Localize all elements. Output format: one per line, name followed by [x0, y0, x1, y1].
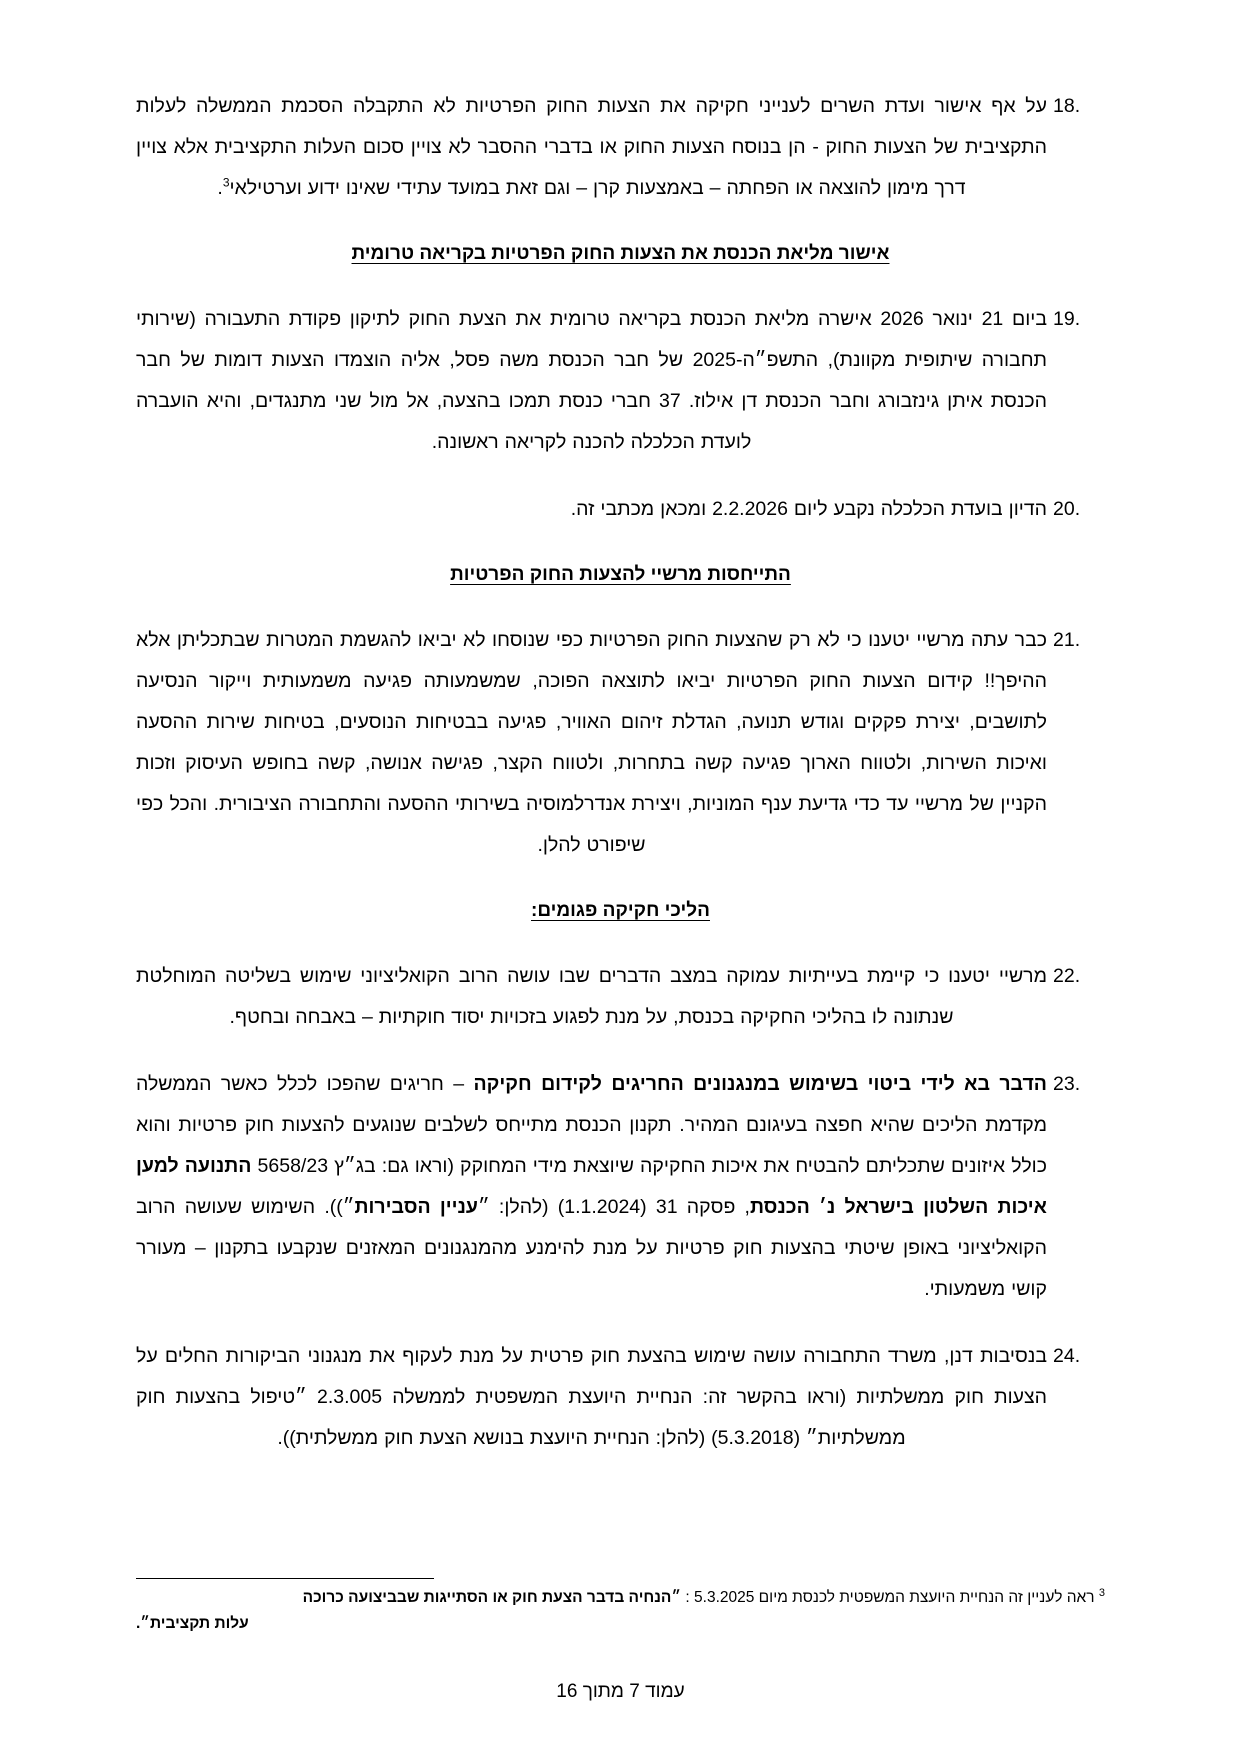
- section-heading-approval-label: אישור מליאת הכנסת את הצעות החוק הפרטיות בקריאה טרומית: [351, 243, 890, 264]
- paragraph-23-seg-5: ״)). השימוש שעושה הרוב הקואליציוני באופן שיטתי בהצעות חוק פרטיות על מנת להימנע מהמנגנונים המאזנים שנקבעו בתקנון – מעורר קושי משמעותי.: [136, 1196, 1047, 1300]
- paragraph-19: [136, 299, 1105, 463]
- paragraph-text: בנסיבות דנן, משרד התחבורה עושה שימוש בהצעת חוק פרטית על מנת לעקוף את מנגנוני הביקורות החלים על הצעות חוק ממשלתיות (וראו בהקשר זה: הנחיית היועצת המשפטית לממשלה 2.3.005 ״טיפול בהצעות חוק ממשלתיות״ (5.3.2018) (להלן: הנחיית היועצת בנושא הצעת חוק ממשלתית)).: [136, 1345, 1047, 1449]
- footnote-plain-text: ראה לעניין זה הנחיית היועצת המשפטית לכנסת מיום 5.3.2025 :: [681, 1589, 1099, 1606]
- paragraph-number: 22.: [1053, 965, 1081, 987]
- paragraph-22: [136, 956, 1105, 1038]
- paragraph-23: [136, 1064, 1105, 1310]
- paragraph-number: 19.: [1053, 308, 1081, 330]
- paragraph-text: כבר עתה מרשיי יטענו כי לא רק שהצעות החוק הפרטיות כפי שנוסחו לא יביאו להגשמת המטרות שבתכליתן אלא ההיפך!! קידום הצעות החוק הפרטיות יביאו לתוצאה הפוכה, שמשמעותה פגיעה משמעותית וייקור הנסיעה לתושבים, יצירת פקקים וגודש תנועה, הגדלת זיהום האוויר, פגיעה בבטיחות הנוסעים, בטיחות שירות ההסעה ואיכות השירות, ולטווח הארוך פגיעה קשה בתחרות, ולטווח הקצר, פגישה אנושה, קשה בחופש העיסוק וזכות הקניין של מרשיי עד כדי גדיעת ענף המוניות, ויצירת אנדרלמוסיה בשירותי ההסעה והתחבורה הציבורית. והכל כפי שיפורט להלן.: [136, 629, 1047, 856]
- paragraph-24: [136, 1336, 1105, 1459]
- footnote-reference-3[interactable]: 3: [222, 175, 230, 190]
- footnote-3: [136, 1585, 1105, 1611]
- paragraph-text: [136, 86, 1047, 209]
- paragraph-number: 24.: [1053, 1345, 1081, 1367]
- page-number-footer: עמוד 7 מתוך 16: [556, 1681, 685, 1702]
- section-heading-flawed-legislation: [136, 896, 1105, 926]
- footnote-area: [136, 1578, 1105, 1637]
- section-heading-response-label: התייחסות מרשיי להצעות החוק הפרטיות: [450, 564, 791, 585]
- paragraph-text: ביום 21 ינואר 2026 אישרה מליאת הכנסת בקריאה טרומית את הצעת החוק לתיקון פקודת התעבורה (שירותי תחבורה שיתופית מקוונת), התשפ״ה-2025 של חבר הכנסת משה פסל, אליה הוצמדו הצעות דומות של חבר הכנסת איתן גינזבורג וחבר הכנסת דן אילוז. 37 חברי כנסת תמכו בהצעה, אל מול שני מתנגדים, והיא הועברה לועדת הכלכלה להכנה לקריאה ראשונה.: [136, 308, 1048, 453]
- paragraph-text: מרשיי יטענו כי קיימת בעייתיות עמוקה במצב הדברים שבו עושה הרוב הקואליציוני שימוש בשליטה המוחלטת שנתונה לו בהליכי החקיקה בכנסת, על מנת לפגוע בזכויות יסוד חוקתיות – באבחה ובחטף.: [136, 965, 1047, 1028]
- paragraph-number: 21.: [1053, 629, 1081, 651]
- paragraph-20: [136, 489, 1105, 530]
- paragraph-number: 23.: [1053, 1073, 1081, 1095]
- paragraph-23-seg-2-case-name: התנועה למען איכות השלטון בישראל נ׳ הכנסת: [136, 1155, 1047, 1218]
- section-heading-approval: [136, 239, 1105, 269]
- paragraph-21: [136, 620, 1105, 866]
- paragraph-18: [136, 86, 1105, 209]
- footnote-number: 3: [1098, 1586, 1105, 1599]
- footnote-3-continuation: עלות תקציבית״.: [136, 1615, 249, 1632]
- section-heading-response: [136, 560, 1105, 590]
- paragraph-23-seg-0: הדבר בא לידי ביטוי בשימוש במנגנונים החריגים לקידום חקיקה: [473, 1073, 1047, 1095]
- paragraph-18-tail: .: [217, 177, 223, 199]
- paragraph-text: הדיון בועדת הכלכלה נקבע ליום 2.2.2026 ומכאן מכתבי זה.: [570, 498, 1047, 520]
- paragraph-23-seg-4-short-name: עניין הסבירות: [354, 1196, 478, 1218]
- footnote-bold-text: ״הנחיה בדבר הצעת חוק או הסתייגות שבביצועה כרוכה: [302, 1589, 682, 1606]
- section-heading-flawed-legislation-label: הליכי חקיקה פגומים:: [531, 900, 710, 921]
- paragraph-text: [136, 1064, 1047, 1310]
- paragraph-18-body: על אף אישור ועדת השרים לענייני חקיקה את הצעות החוק הפרטיות לא התקבלה הסכמת הממשלה לעלות התקציבית של הצעות החוק - הן בנוסח הצעות החוק או בדברי ההסבר לא צויין סכום העלות התקציבית אלא צויין דרך מימון להוצאה או הפחתה – באמצעות קרן – וגם זאת במועד עתידי שאינו ידוע וערטילאי: [136, 95, 1047, 199]
- paragraph-23-seg-1: – חריגים שהפכו לכלל כאשר הממשלה מקדמת הליכים שהיא חפצה בעיגונם המהיר. תקנון הכנסת מתייחס לשלבים שנוגעים להצעות חוק פרטיות והוא כולל איזונים שתכליתם להבטיח את איכות החקיקה שיוצאת מידי המחוקק (וראו גם: בג״ץ 5658/23: [136, 1073, 1047, 1177]
- paragraph-number: 18.: [1053, 95, 1081, 117]
- paragraph-23-seg-3: , פסקה 31 (1.1.2024) (להלן: ״: [477, 1196, 750, 1218]
- paragraph-number: 20.: [1053, 498, 1081, 520]
- footnote-separator-rule: [136, 1578, 434, 1579]
